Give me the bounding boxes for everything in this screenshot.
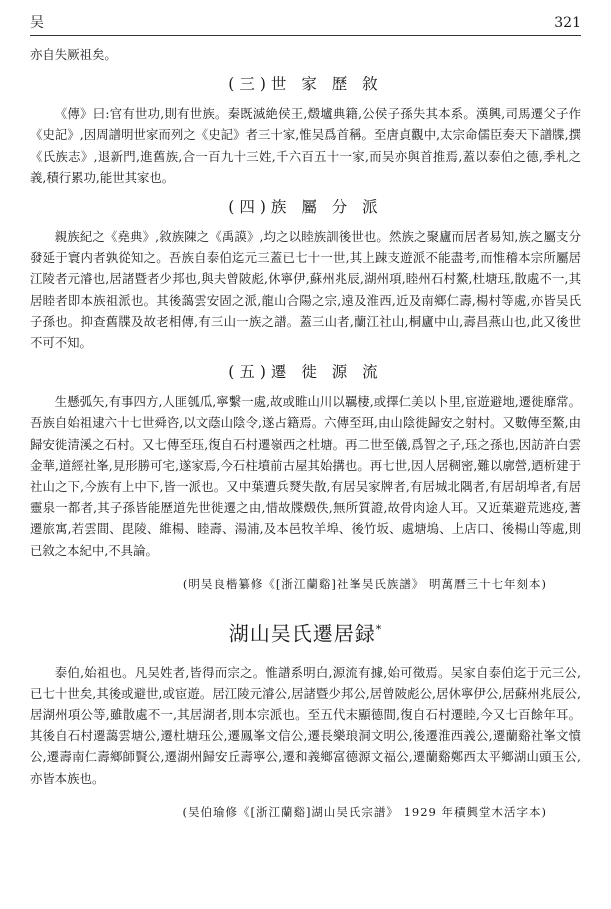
continuation-text: 亦自失厥祖矣。	[30, 47, 117, 62]
running-title: 吴	[30, 15, 44, 31]
page-number: 321	[554, 15, 581, 31]
article-title-footnote-mark: *	[375, 622, 383, 636]
header-rule	[30, 35, 581, 36]
section-4-paragraph: 親族紀之《堯典》,敘族陳之《禹謨》,均之以睦族訓後世也。然族之聚廬而居者易知,族之屬支分發延于寰内者孰從知之。吾族自泰伯迄元三蓋已七十一世,其上踈支遊派不能盡考,而惟稽本宗所屬居江陵者元濬也,居諸暨者少邦也,與夫曾陂彪,休寧伊,蘇州兆辰,湖州項,睦州石村鰲,杜塘珏,散處不一,其居睦者即本族祖派也。其後藹雲安固之派,龍山合陽之宗,遠及淮西,近及南鄉仁壽,楊村等處,亦皆吴氏子孫也。抑查舊牒及故老相傳,有三山一族之譜。蓋三山者,蘭江社山,桐廬中山,壽昌燕山也,此又後世不可不知。	[30, 229, 581, 351]
article-title-text: 湖山吴氏遷居録	[228, 621, 376, 646]
source-note-1: (明吴良楷纂修《[浙江蘭谿]社峯吴氏族譜》 明萬曆三十七年刻本)	[182, 576, 547, 591]
running-header	[30, 14, 581, 32]
source-note-2: (吴伯瑜修《[浙江蘭谿]湖山吴氏宗譜》 1929 年積興堂木活字本)	[182, 804, 547, 819]
section-heading-4: (四)族 屬 分 派	[228, 198, 383, 217]
page-content	[30, 44, 581, 822]
section-5-paragraph: 生懸弧矢,有事四方,人匪瓠瓜,寧繫一處,故或睢山川以羈棲,或擇仁美以卜里,宦遊避地,遷徙靡常。吾族自始祖逮六十七世舜咨,以文蔭山陰令,遂占籍焉。六傳至珥,由山陰徙歸安之射村。又數傳至鰲,由歸安徙清溪之石村。又七傳至珏,復自石村遷嶺西之杜塘。再二世至儀,爲智之子,珏之孫也,因訪許白雲金華,道經社峯,見形勝可宅,遂家焉,今石柱墳前古屋其始搆也。再七世,因人居稠密,難以廓營,迺析建于社山之下,今族有上中下,皆一派也。又中葉遭兵燹失散,有居吴家牌者,有居城北隅者,有居胡埠者,有居靈泉一都者,其子孫皆能歷道先世徙遷之由,惜故牒燬佚,無所質證,故骨肉途人耳。又近葉避荒逃疫,蓍遷旅寓,若雲間、毘陵、維楊、睦壽、湯浦,及本邑牧羊埠、後竹坂、處塘塢、上店口、後楊山等處,則已敘之本紀中,不具論。	[30, 394, 581, 558]
article-title	[30, 616, 581, 648]
section-heading-3: (三)世 家 歷 敘	[228, 75, 383, 94]
section-3-paragraph: 《傳》曰:官有世功,則有世族。秦既滅絶侯王,燬壚典籍,公侯子孫失其本系。漢興,司馬遷父子作《史記》,因周譜明世家而列之《史記》者三十家,惟吴爲首稱。至唐貞觀中,太宗命儒臣奏天下譜牒,撰《氏族志》,退新門,進舊族,合一百九十三姓,千六百五十一家,而吴亦與首推焉,蓋以泰伯之德,季札之義,積行累功,能世其家也。	[30, 106, 581, 185]
section-heading-5: (五)遷 徙 源 流	[228, 363, 383, 382]
article-paragraph: 泰伯,始祖也。凡吴姓者,皆得而宗之。惟譜系明白,源流有據,始可徵焉。吴家自泰伯迄于元三公,已七十世矣,其後或避世,或宦遊。居江陵元濬公,居諸暨少邦公,居曾陂彪公,居休寧伊公,居蘇州兆辰公,居湖州項公等,雖散處不一,其居湖者,則本宗派也。至五代末顯德間,復自石村遷睦,今又七百餘年耳。其後自石村遷藹雲塘公,遷杜塘珏公,遷鳳峯文信公,遷長樂琅洞文明公,後遷淮西義公,遷蘭谿社峯文憤公,遷壽南仁壽鄉師賢公,遷湖州歸安丘壽寧公,遷和義鄉富德源文福公,遷蘭谿鄭西太平鄉湖山頭玉公,亦皆本族也。	[30, 664, 581, 786]
